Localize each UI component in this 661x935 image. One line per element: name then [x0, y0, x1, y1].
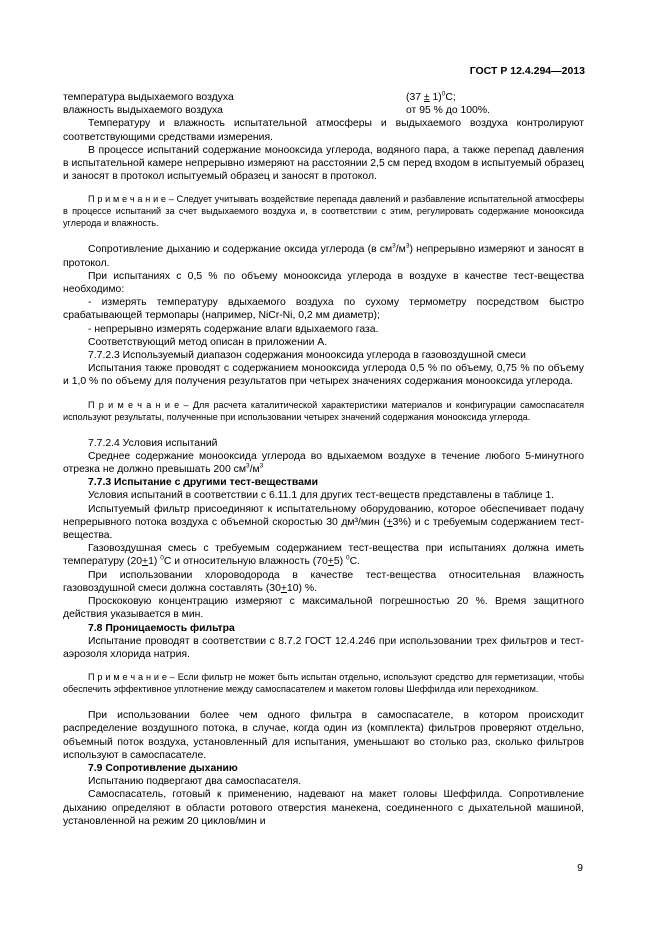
plus-minus: +	[280, 582, 287, 594]
paragraph	[63, 243, 584, 269]
note	[63, 193, 584, 229]
text-part: 5)	[333, 556, 347, 568]
note-label: П р и м е ч а н и е –	[88, 399, 189, 410]
param-label: влажность выдыхаемого воздуха	[63, 105, 223, 117]
page-content	[63, 91, 584, 828]
superscript: 3	[405, 242, 410, 250]
text-part: 1)	[148, 556, 161, 568]
plus-minus: +	[386, 516, 393, 528]
text-part: При использовании хлороводорода в качестве тест-вещества относительная влажность газовоздушной смеси должна составлять (30	[63, 569, 584, 594]
plus-minus: +	[327, 556, 334, 568]
param-value: от 95 % до 100%.	[406, 105, 490, 117]
text-part: Газовоздушная смесь с требуемым содержанием тест-вещества при испытаниях должна иметь температуру (20	[63, 543, 584, 568]
text-part: Испытуемый фильтр присоединяют к испытательному оборудованию, которое обеспечивает подачу непрерывного потока воздуха с объемной скоростью 30 дм³/мин (	[63, 503, 584, 528]
text-part: 10) %.	[286, 582, 317, 594]
spacer	[63, 423, 584, 437]
param-row-temperature	[63, 91, 584, 104]
spacer	[63, 695, 584, 709]
paragraph: Условия испытаний в соответствии с 6.11.1 для других тест-веществ представлены в таблице 1.	[88, 490, 555, 502]
text-part: /м	[249, 464, 260, 476]
superscript: 3	[245, 462, 250, 470]
paragraph: - измерять температуру вдыхаемого воздуха по сухому термометру посредством быстро срабатывающей термопары (например, NiCr-Ni, 0,2 мм диаметр);	[63, 297, 584, 322]
paragraph: При испытаниях с 0,5 % по объему монооксида углерода в воздухе в качестве тест-вещества необходимо:	[63, 270, 584, 296]
text-part: 3%) и с требуемым содержанием тест-вещества.	[63, 516, 584, 542]
value-part: С;	[445, 92, 456, 103]
superscript: 3	[259, 462, 264, 470]
paragraph	[63, 569, 584, 595]
text-part: /м	[395, 244, 406, 256]
param-value	[406, 91, 584, 104]
value-part: (37	[406, 92, 424, 103]
section-heading: 7.9 Сопротивление дыханию	[88, 762, 238, 774]
plus-minus: +	[142, 556, 149, 568]
paragraph: Испытание проводят в соответствии с 8.7.2 ГОСТ 12.4.246 при использовании трех фильтров и тест-аэрозоля хлорида натрия.	[63, 635, 584, 660]
paragraph: Испытанию подвергают два самоспасателя.	[88, 776, 302, 788]
paragraph: Самоспасатель, готовый к применению, надевают на макет головы Шеффилда. Сопротивление дыханию определяют в области ротового отверстия манекена, соединенного с дыхательной машиной, установленной на режим 20 циклов/мин и	[63, 789, 584, 827]
spacer	[63, 389, 584, 399]
spacer	[63, 183, 584, 193]
paragraph: При использовании более чем одного фильтра в самоспасателе, в котором происходит распределение воздушного потока, в случае, когда один из (комплекта) фильтров проверяют отдельно, объемный поток воздуха, установленный для испытания, уменьшают во столько раз, сколько фильтров используют в самоспасателе.	[63, 710, 584, 761]
section-heading: 7.7.3 Испытание с другими тест-веществами	[88, 477, 318, 489]
superscript: 0	[441, 90, 446, 98]
value-part: 1)	[429, 92, 442, 103]
paragraph	[63, 503, 584, 543]
superscript: 0	[346, 555, 350, 563]
section-heading: 7.7.2.3 Используемый диапазон содержания монооксида углерода в газовоздушной смеси	[88, 350, 526, 362]
spacer	[63, 229, 584, 243]
paragraph: В процессе испытаний содержание монооксида углерода, водяного пара, а также перепад давления в испытательной камере непрерывно измеряют на расстоянии 2,5 см перед входом в испытуемый образец и заносят в протокол испытуемый образец и заносят в протокол.	[63, 144, 584, 183]
note-text: Следует учитывать воздействие перепада давлений и разбавление испытательной атмосферы в процессе испытаний за счет выдыхаемого воздуха и, в соответствии с этим, регулировать содержание монооксида углерода и влажность.	[63, 194, 585, 229]
paragraph	[63, 450, 584, 476]
paragraph: Испытания также проводят с содержанием монооксида углерода 0,5 % по объему, 0,75 % по объему и 1,0 % по объему для получения результатов при четырех значениях содержания монооксида углерода.	[63, 363, 584, 388]
section-heading: 7.8 Проницаемость фильтра	[88, 622, 235, 634]
paragraph	[63, 542, 584, 568]
text-part: С.	[349, 556, 361, 568]
note-label: П р и м е ч а н и е –	[88, 194, 174, 205]
paragraph: Температуру и влажность испытательной атмосферы и выдыхаемого воздуха контролируют соответствующими средствами измерения.	[63, 118, 584, 143]
text-part: Среднее содержание монооксида углерода во вдыхаемом воздухе в течение любого 5-минутного отрезка не должно превышать 200 см	[63, 450, 584, 476]
spacer	[63, 661, 584, 671]
paragraph: Соответствующий метод описан в приложении А.	[88, 336, 328, 348]
param-row-humidity	[63, 104, 584, 117]
param-label: температура выдыхаемого воздуха	[63, 92, 234, 103]
page-number: 9	[577, 862, 583, 874]
plus-minus: ±	[423, 92, 430, 103]
text-part: С и относительную влажность (70	[163, 556, 328, 568]
text-part: Сопротивление дыханию и содержание оксида углерода (в см	[88, 244, 393, 256]
note-text: Если фильтр не может быть испытан отдельно, используют средство для герметизации, чтобы обеспечить эффективное уплотнение между самоспасателем и макетом головы Шеффилда или переходником.	[63, 672, 584, 695]
superscript: 3	[392, 242, 396, 250]
document-header: ГОСТ Р 12.4.294—2013	[469, 65, 585, 77]
note-label: П р и м е ч а н и е –	[88, 672, 175, 683]
section-heading: 7.7.2.4 Условия испытаний	[88, 437, 218, 449]
note	[63, 671, 584, 695]
text-part: ) непрерывно измеряют и заносят в протокол.	[63, 244, 584, 269]
paragraph: - непрерывно измерять содержание влаги вдыхаемого газа.	[88, 323, 379, 335]
paragraph: Проскоковую концентрацию измеряют с максимальной погрешностью 20 %. Время защитного действия указывается в мин.	[63, 596, 584, 621]
note	[63, 399, 584, 423]
superscript: 0	[160, 555, 164, 563]
note-text: Для расчета каталитической характеристики материалов и конфигурации самоспасателя используют результаты, полученные при использовании четырех значений содержания монооксида углерода.	[63, 399, 584, 422]
